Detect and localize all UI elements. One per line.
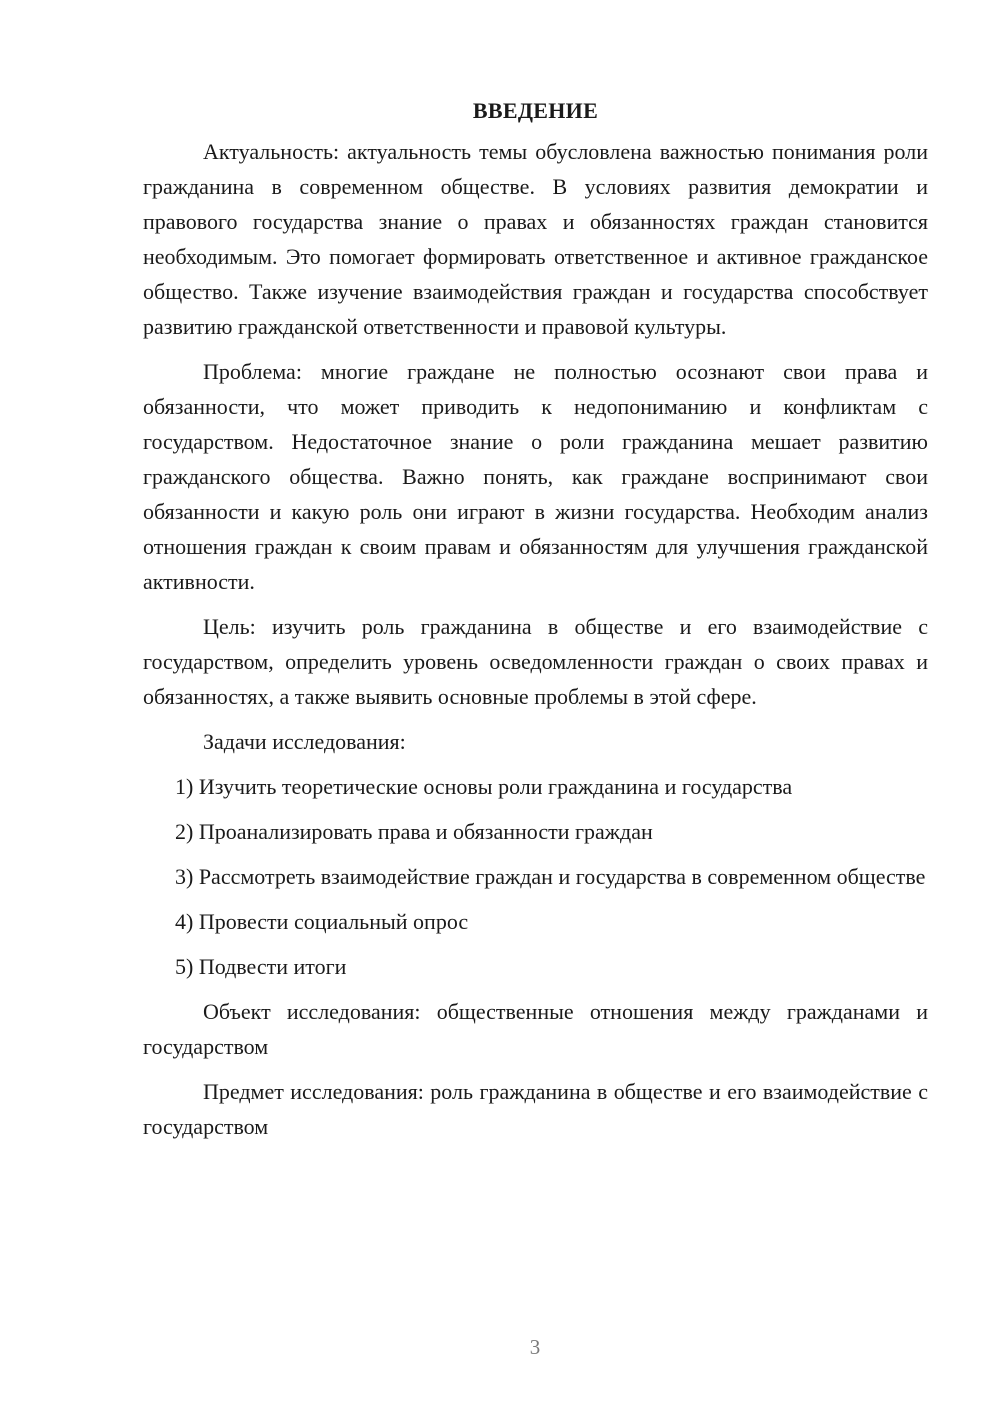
task-item-5: 5) Подвести итоги [175,954,347,979]
problem-paragraph: Проблема: многие граждане не полностью осознают свои права и обязанности, что может приводить к недопониманию и конфликтам с государством. Недостаточное знание о роли гражданина мешает развитию гражданского общества. Важно понять, как граждане воспринимают свои обязанности и какую роль они играют в жизни государства. Необходим анализ отношения граждан к своим правам и обязанностям для улучшения гражданской активности. [143,359,928,594]
tasks-list [143,769,928,984]
goal-paragraph: Цель: изучить роль гражданина в обществе и его взаимодействие с государством, определить уровень осведомленности граждан о своих правах и обязанностях, а также выявить основные проблемы в этой сфере. [143,614,928,709]
page-title: ВВЕДЕНИЕ [472,98,599,123]
task-item-2: 2) Проанализировать права и обязанности граждан [175,819,653,844]
task-item-4: 4) Провести социальный опрос [175,909,469,934]
task-item-1: 1) Изучить теоретические основы роли гражданина и государства [175,774,793,799]
object-paragraph: Объект исследования: общественные отношения между гражданами и государством [143,999,928,1059]
task-item-3: 3) Рассмотреть взаимодействие граждан и государства в современном обществе [175,864,926,889]
relevance-paragraph: Актуальность: актуальность темы обусловлена важностью понимания роли гражданина в современном обществе. В условиях развития демократии и правового государства знание о правах и обязанностях граждан становится необходимым. Это помогает формировать ответственное и активное гражданское общество. Также изучение взаимодействия граждан и государства способствует развитию гражданской ответственности и правовой культуры. [143,139,928,339]
tasks-heading: Задачи исследования: [203,729,406,754]
page-number: 3 [529,1335,541,1359]
subject-paragraph: Предмет исследования: роль гражданина в обществе и его взаимодействие с государством [143,1079,928,1139]
page-content [143,96,928,1154]
